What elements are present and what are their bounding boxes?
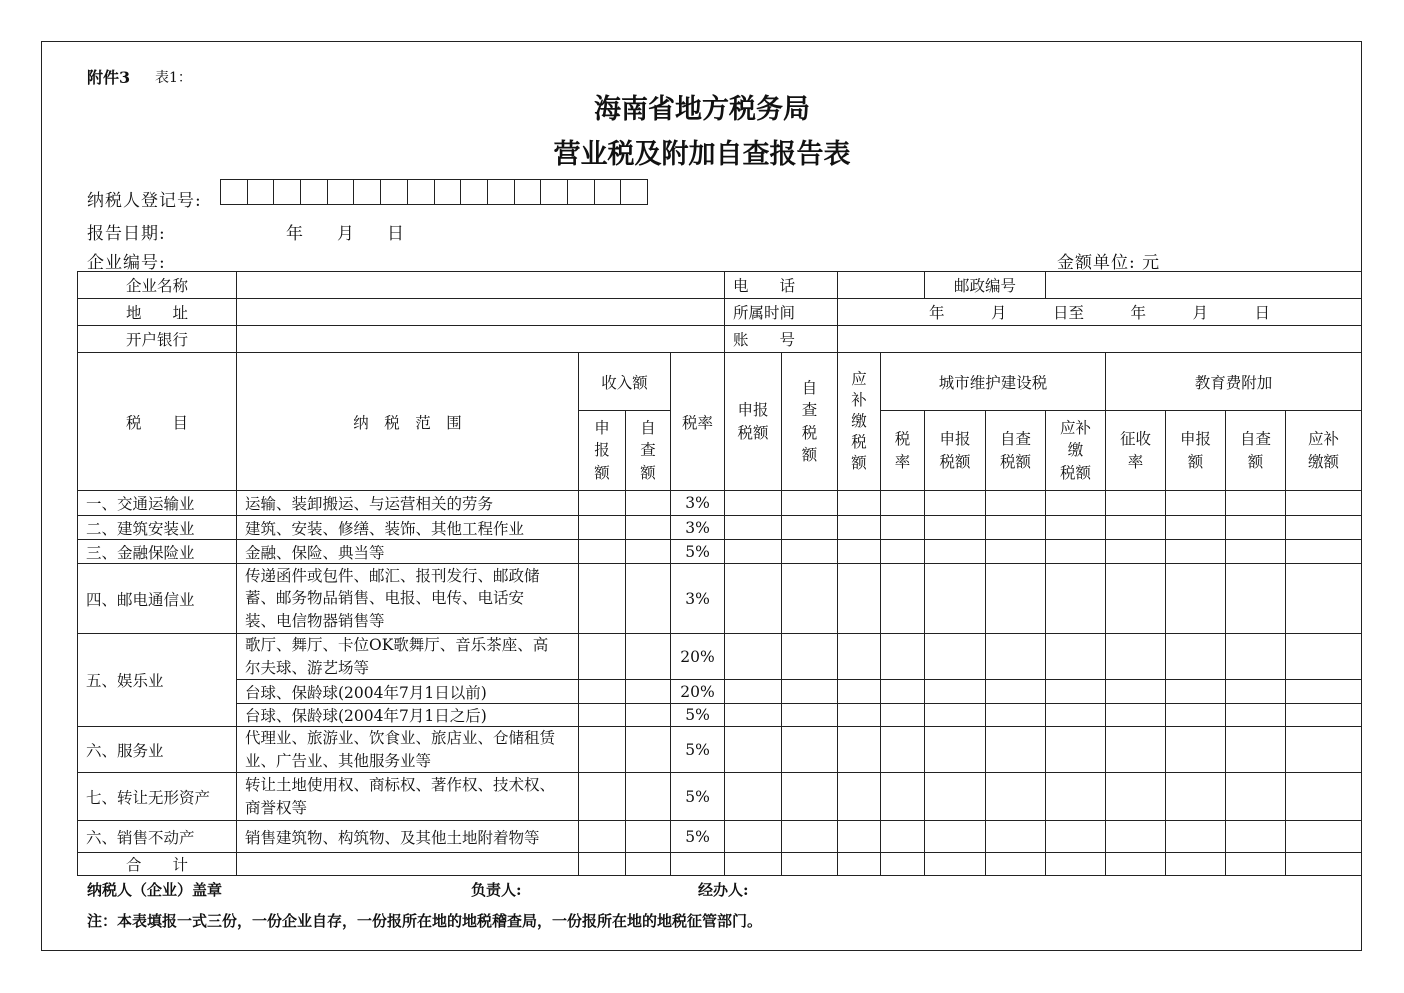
row-scope: 歌厅、舞厅、卡位OK歌舞厅、音乐茶座、高尔夫球、游艺场等 xyxy=(237,634,579,680)
info-row-address xyxy=(78,299,1362,326)
row-scope: 传递函件或包件、邮汇、报刊发行、邮政储蓄、邮务物品销售、电报、电传、电话安装、电信物器销售等 xyxy=(237,564,579,634)
report-table xyxy=(77,271,1362,876)
row-item: 三、金融保险业 xyxy=(78,540,237,564)
col-income-declared-header: 申 报 额 xyxy=(579,411,626,491)
row-rate: 5% xyxy=(671,773,725,821)
address-field[interactable] xyxy=(237,299,725,326)
table-row xyxy=(78,491,1362,516)
row-rate: 3% xyxy=(671,564,725,634)
postcode-label: 邮政编号 xyxy=(925,272,1046,299)
row-item: 一、交通运输业 xyxy=(78,491,237,516)
row-scope: 台球、保龄球(2004年7月1日以前) xyxy=(237,680,579,704)
col-city-tax-header: 城市维护建设税 xyxy=(881,353,1106,411)
company-no-label: 企业编号: xyxy=(87,253,166,273)
row-scope: 运输、装卸搬运、与运营相关的劳务 xyxy=(237,491,579,516)
col-supplement-tax-header: 应 补 缴 税 额 xyxy=(838,353,881,491)
table-number: 表1： xyxy=(155,70,192,86)
address-label: 地 址 xyxy=(78,299,237,326)
period-label: 所属时间 xyxy=(725,299,838,326)
table-row xyxy=(78,680,1362,704)
col-edu-rate-header: 征收 率 xyxy=(1106,411,1166,491)
row-item: 七、转让无形资产 xyxy=(78,773,237,821)
col-edu-supplement-header: 应补 缴额 xyxy=(1286,411,1362,491)
page-title: 海南省地方税务局 xyxy=(594,94,810,125)
bank-field[interactable] xyxy=(237,326,725,353)
bank-label: 开户银行 xyxy=(78,326,237,353)
total-label: 合 计 xyxy=(78,853,237,876)
company-name-label: 企业名称 xyxy=(78,272,237,299)
handler-label: 经办人: xyxy=(698,881,749,899)
table-row xyxy=(78,773,1362,821)
date-day: 日 xyxy=(387,224,405,244)
col-edu-header: 教育费附加 xyxy=(1106,353,1362,411)
col-income-selfcheck-header: 自 查 额 xyxy=(626,411,671,491)
row-rate: 20% xyxy=(671,680,725,704)
row-item: 五、娱乐业 xyxy=(78,634,237,727)
col-selfcheck-tax-header: 自 查 税 额 xyxy=(782,353,838,491)
col-income-header: 收入额 xyxy=(579,353,671,411)
header-row-1 xyxy=(78,353,1362,411)
row-scope: 建筑、安装、修缮、装饰、其他工程作业 xyxy=(237,516,579,540)
footnote: 注：本表填报一式三份，一份企业自存，一份报所在地的地税稽查局，一份报所在地的地税征管部门。 xyxy=(87,912,763,930)
row-rate: 3% xyxy=(671,516,725,540)
date-month: 月 xyxy=(337,224,355,244)
col-city-supplement-header: 应补 缴 税额 xyxy=(1046,411,1106,491)
row-rate: 5% xyxy=(671,821,725,853)
info-row-bank xyxy=(78,326,1362,353)
col-edu-selfcheck-header: 自查 额 xyxy=(1226,411,1286,491)
phone-label: 电 话 xyxy=(725,272,838,299)
row-item: 四、邮电通信业 xyxy=(78,564,237,634)
taxpayer-id-boxes[interactable] xyxy=(221,179,648,205)
page-subtitle: 营业税及附加自查报告表 xyxy=(553,139,851,170)
row-scope: 台球、保龄球(2004年7月1日之后) xyxy=(237,704,579,727)
period-field[interactable]: 年 月 日至 年 月 日 xyxy=(838,299,1362,326)
table-row xyxy=(78,821,1362,853)
row-rate: 20% xyxy=(671,634,725,680)
report-date-label: 报告日期: xyxy=(87,224,166,244)
owner-label: 负责人: xyxy=(471,881,522,899)
row-scope: 金融、保险、典当等 xyxy=(237,540,579,564)
row-rate: 5% xyxy=(671,727,725,773)
row-rate: 5% xyxy=(671,704,725,727)
col-city-rate-header: 税 率 xyxy=(881,411,925,491)
table-row xyxy=(78,564,1362,634)
table-row-total xyxy=(78,853,1362,876)
row-rate: 3% xyxy=(671,491,725,516)
table-row xyxy=(78,634,1362,680)
company-name-field[interactable] xyxy=(237,272,725,299)
row-scope: 销售建筑物、构筑物、及其他土地附着物等 xyxy=(237,821,579,853)
col-city-declared-header: 申报 税额 xyxy=(925,411,986,491)
taxpayer-id-label: 纳税人登记号: xyxy=(87,191,202,211)
table-row xyxy=(78,540,1362,564)
row-item: 六、销售不动产 xyxy=(78,821,237,853)
col-scope-header: 纳 税 范 围 xyxy=(237,353,579,491)
table-row xyxy=(78,727,1362,773)
col-edu-declared-header: 申报 额 xyxy=(1166,411,1226,491)
account-label: 账 号 xyxy=(725,326,838,353)
col-item-header: 税 目 xyxy=(78,353,237,491)
postcode-field[interactable] xyxy=(1046,272,1362,299)
phone-field[interactable] xyxy=(838,272,925,299)
row-scope: 转让土地使用权、商标权、著作权、技术权、商誉权等 xyxy=(237,773,579,821)
row-item: 二、建筑安装业 xyxy=(78,516,237,540)
attachment-label: 附件3 xyxy=(87,68,131,87)
col-rate-header: 税率 xyxy=(671,353,725,491)
col-declared-tax-header: 申报 税额 xyxy=(725,353,782,491)
seal-label: 纳税人（企业）盖章 xyxy=(87,881,223,899)
date-year: 年 xyxy=(286,224,304,244)
account-field[interactable] xyxy=(838,326,1362,353)
unit-label: 金额单位: 元 xyxy=(1057,253,1161,273)
row-scope: 代理业、旅游业、饮食业、旅店业、仓储租赁业、广告业、其他服务业等 xyxy=(237,727,579,773)
table-row xyxy=(78,516,1362,540)
info-row-company xyxy=(78,272,1362,299)
row-item: 六、服务业 xyxy=(78,727,237,773)
col-city-selfcheck-header: 自查 税额 xyxy=(986,411,1046,491)
row-rate: 5% xyxy=(671,540,725,564)
table-row xyxy=(78,704,1362,727)
